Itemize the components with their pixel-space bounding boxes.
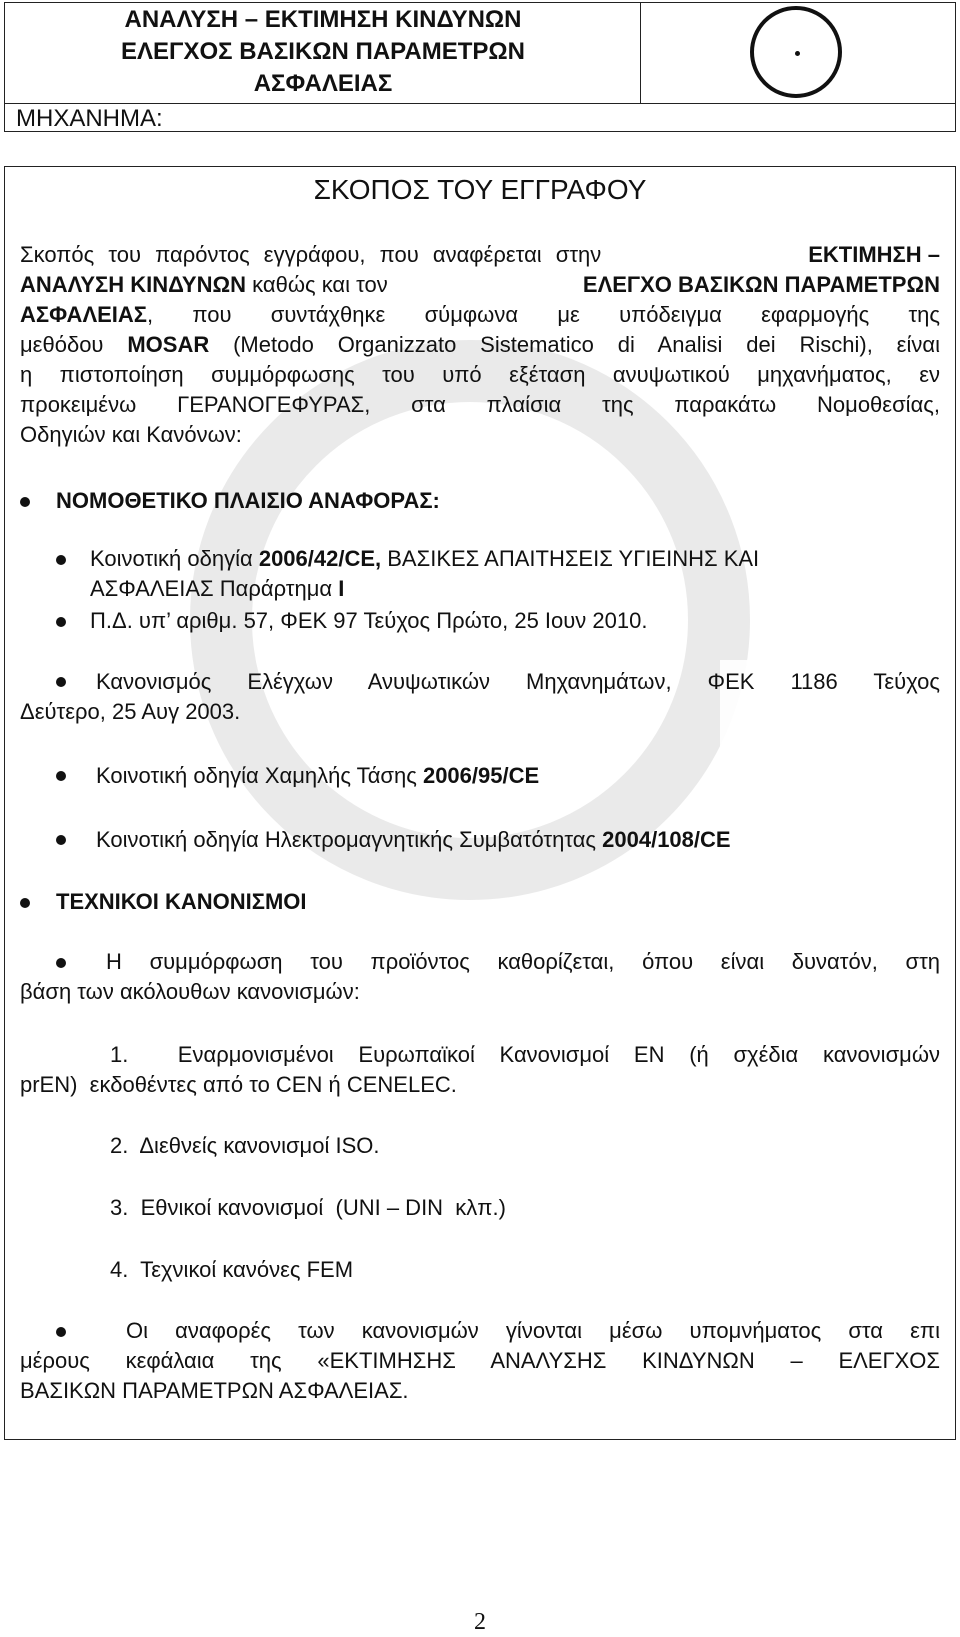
closing-line-2: μέρους κεφάλαια της «ΕΚΤΙΜΗΣΗΣ ΑΝΑΛΥΣΗΣ ΚΙΝΔΥΝΩΝ – ΕΛΕΓΧΟΣ [20,1348,940,1373]
document-title [6,4,640,100]
technical-list-item-3: 3. Εθνικοί κανονισμοί (UNI – DIN κλπ.) [110,1195,506,1220]
intro-text: (Metodo Organizzato Sistematico di Analisi dei Rischi), είναι [209,332,940,357]
closing-line-3: ΒΑΣΙΚΩΝ ΠΑΡΑΜΕΤΡΩΝ ΑΣΦΑΛΕΙΑΣ. [20,1378,409,1403]
intro-line-4 [20,330,940,360]
intro-emphasis: ΕΚΤΙΜΗΣΗ – [808,242,940,267]
intro-text: , που συντάχθηκε σύμφωνα με υπόδειγμα εφαρμογής της [147,302,940,327]
method-name: MOSAR [127,332,210,357]
header-divider-vertical [640,2,641,104]
intro-emphasis: ΑΣΦΑΛΕΙΑΣ [20,302,147,327]
legal-item-3-line-1: Κανονισμός Ελέγχων Ανυψωτικών Μηχανημάτων, ΦΕΚ 1186 Τεύχος [96,669,940,694]
title-line-1: ΑΝΑΛΥΣΗ – ΕΚΤΙΜΗΣΗ ΚΙΝΔΥΝΩΝ [124,6,522,33]
legal-text: Κοινοτική οδηγία Ηλεκτρομαγνητικής Συμβατότητας [96,827,603,852]
intro-text: καθώς και τον [246,272,394,297]
directive-number: 2006/95/CE [422,763,540,788]
legal-item-3 [20,667,940,727]
bullet-icon [56,771,66,781]
intro-line-1 [20,240,940,270]
intro-line-2 [20,270,940,300]
section-title: ΣΚΟΠΟΣ ΤΟΥ ΕΓΓΡΑΦΟΥ [313,174,647,205]
intro-line-6: προκειμένω ΓΕΡΑΝΟΓΕΦΥΡΑΣ, στα πλαίσια της παρακάτω Νομοθεσίας, [20,392,940,417]
technical-list-item-4: 4. Τεχνικοί κανόνες FEM [110,1257,354,1282]
intro-emphasis: ΕΛΕΓΧΟ ΒΑΣΙΚΩΝ ΠΑΡΑΜΕΤΡΩΝ [582,272,940,297]
closing-line-1: Οι αναφορές των κανονισμών γίνονται μέσω υπομνήματος στα επι [126,1318,940,1343]
directive-number: 2006/42/CE, [258,546,382,571]
bullet-icon [56,555,66,565]
logo-dot-icon [795,51,800,56]
legal-item-2: Π.Δ. υπ’ αριθμ. 57, ΦΕΚ 97 Τεύχος Πρώτο, 25 Ιουν 2010. [90,608,648,633]
technical-intro-line-2: βάση των ακόλουθων κανονισμών: [20,979,360,1004]
machine-label: ΜΗΧΑΝΗΜΑ: [16,105,163,132]
technical-list-item-1-line-1: 1. Εναρμονισμένοι Ευρωπαϊκοί Κανονισμοί EN (ή σχέδια κανονισμών [110,1042,940,1067]
legal-text: Κοινοτική οδηγία [90,546,259,571]
legal-text: ΒΑΣΙΚΕΣ ΑΠΑΙΤΗΣΕΙΣ ΥΓΙΕΙΝΗΣ ΚΑΙ [381,546,760,571]
title-line-2: ΕΛΕΓΧΟΣ ΒΑΣΙΚΩΝ ΠΑΡΑΜΕΤΡΩΝ [121,38,525,65]
legal-item-5 [96,825,731,855]
legal-text: ΑΣΦΑΛΕΙΑΣ Παράρτημα [90,576,339,601]
technical-list-item-2: 2. Διεθνείς κανονισμοί ISO. [110,1133,380,1158]
intro-paragraph [20,240,940,450]
legal-item-1-line-2 [90,574,930,604]
technical-heading [56,887,307,917]
intro-line-3 [20,300,940,330]
closing-paragraph [20,1316,940,1406]
legal-item-4 [96,761,539,791]
legal-text: Κοινοτική οδηγία Χαμηλής Τάσης [96,763,423,788]
bullet-icon [20,497,30,507]
directive-number: 2004/108/CE [602,827,731,852]
intro-text: μεθόδου [20,332,128,357]
technical-list-item-1-line-2: prEN) εκδοθέντες από το CEN ή CENELEC. [20,1072,457,1097]
technical-list-item-1 [20,1040,940,1100]
bullet-icon [56,617,66,627]
intro-emphasis: ΑΝΑΛΥΣΗ ΚΙΝΔΥΝΩΝ [20,272,247,297]
intro-line-7: Οδηγιών και Κανόνων: [20,422,242,447]
annex-number: I [338,576,345,601]
technical-intro [20,947,940,1007]
intro-line-2-left [20,270,394,300]
legal-heading [56,486,440,516]
legal-item-3-line-2: Δεύτερο, 25 Αυγ 2003. [20,699,241,724]
legal-heading-text: ΝΟΜΟΘΕΤΙΚΟ ΠΛΑΙΣΙΟ ΑΝΑΦΟΡΑΣ: [56,488,440,513]
intro-text: Σκοπός του παρόντος εγγράφου, που αναφέρεται στην [20,242,602,267]
legal-item-1 [90,544,930,604]
intro-line-5: η πιστοποίηση συμμόρφωσης του υπό εξέταση ανυψωτικού μηχανήματος, εν [20,362,940,387]
title-line-3: ΑΣΦΑΛΕΙΑΣ [253,70,393,97]
page-number: 2 [474,1609,486,1635]
technical-intro-line-1: Η συμμόρφωση του προϊόντος καθορίζεται, όπου είναι δυνατόν, στη [106,949,940,974]
bullet-icon [20,898,30,908]
bullet-icon [56,835,66,845]
legal-item-1-line-1 [90,544,930,574]
technical-heading-text: ΤΕΧΝΙΚΟΙ ΚΑΝΟΝΙΣΜΟΙ [56,889,307,914]
